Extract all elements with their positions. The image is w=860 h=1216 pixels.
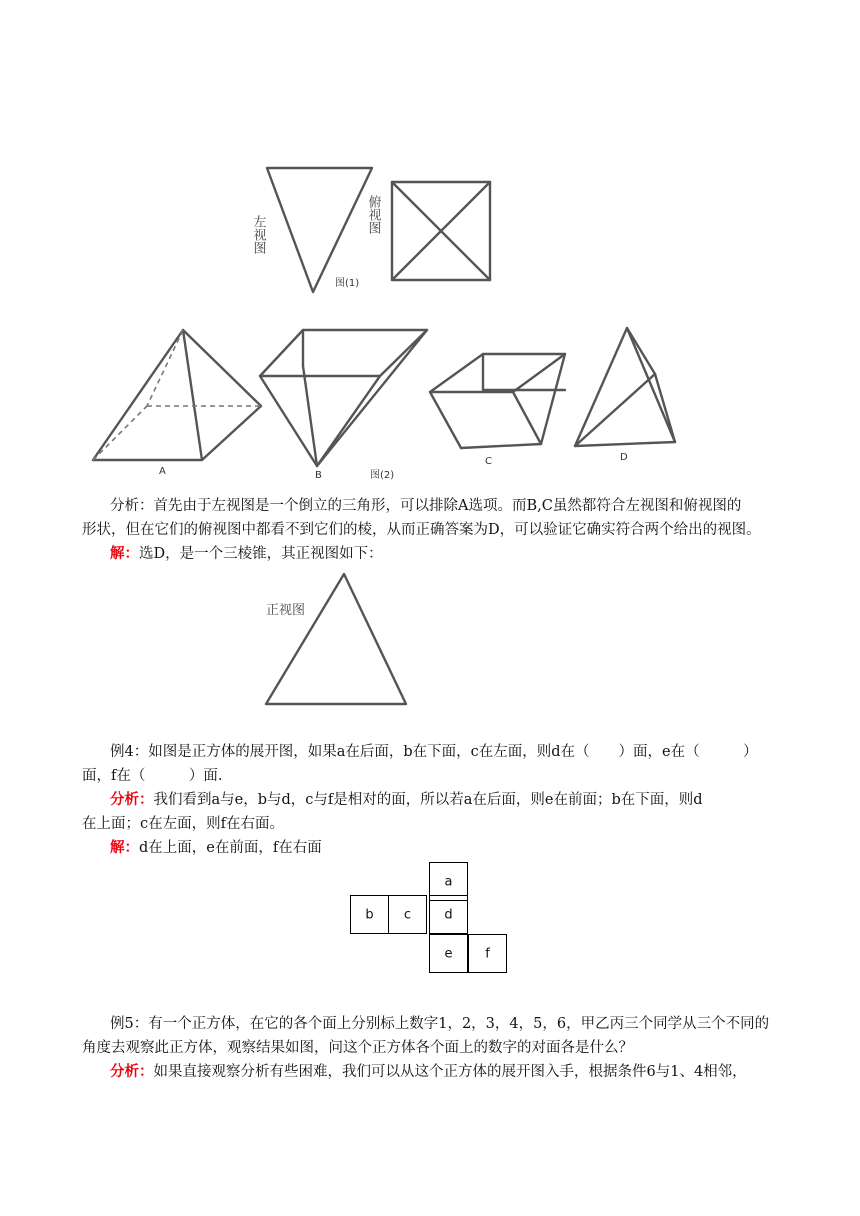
analysis-5 — [82, 1060, 782, 1084]
solid-b — [260, 330, 427, 481]
net-cell-a: a — [429, 862, 468, 901]
analysis-4-line-2: 在上面；c在左面，则f在右面。 — [82, 816, 284, 832]
figure-1 — [250, 160, 505, 300]
solution-3 — [82, 542, 782, 566]
analysis-3 — [82, 494, 782, 566]
analysis-3-line-2: 形状，但在它们的俯视图中都看不到它们的棱，从而正确答案为D，可以验证它确实符合两个给出的视图。 — [82, 522, 761, 538]
net-cell-d: d — [429, 895, 468, 934]
analysis-4-label: 分析： — [110, 791, 154, 808]
example-4-line-2: 面，f在（ ）面. — [82, 768, 223, 784]
example-5 — [82, 1012, 782, 1084]
analysis-5-label: 分析： — [110, 1063, 154, 1080]
solution-4 — [82, 836, 782, 860]
net-cell-b: b — [350, 895, 389, 934]
solid-d — [575, 328, 675, 463]
solid-d-label: D — [620, 452, 628, 463]
example-5-line-1: 例5：有一个正方体，在它的各个面上分别标上数字1，2，3，4，5，6，甲乙丙三个同学从三个不同的 — [110, 1016, 770, 1032]
net-cell-f: f — [468, 934, 507, 973]
solution-4-label: 解： — [110, 839, 139, 856]
analysis-4-text: 我们看到a与e，b与d，c与f是相对的面，所以若a在后面，则e在前面；b在下面，则d — [153, 792, 703, 808]
figure-2-caption: 图(2) — [370, 470, 395, 481]
front-view-triangle — [266, 574, 406, 704]
solid-a-label: A — [159, 466, 166, 477]
example-4-line-1: 例4：如图是正方体的展开图，如果a在后面，b在下面，c在左面，则d在（ ）面，e在（ ） — [110, 744, 758, 760]
figure-3 — [258, 566, 418, 712]
analysis-3-line-1: 分析：首先由于左视图是一个倒立的三角形，可以排除A选项。而B,C虽然都符合左视图和俯视图的 — [110, 498, 742, 514]
analysis-4-line-1 — [82, 788, 782, 812]
example-5-line-2: 角度去观察此正方体，观察结果如图，问这个正方体各个面上的数字的对面各是什么？ — [82, 1040, 633, 1056]
front-view-label: 正视图 — [266, 603, 306, 618]
figure-2 — [85, 318, 695, 486]
left-view-triangle — [267, 168, 372, 292]
example-4 — [82, 740, 782, 860]
top-view-label: 俯视图 — [365, 195, 381, 234]
solution-3-text: 选D，是一个三棱锥，其正视图如下： — [139, 546, 383, 562]
solid-b-label: B — [315, 470, 322, 481]
figure-1-caption: 图(1) — [335, 278, 360, 289]
solution-4-text: d在上面，e在前面，f在右面 — [139, 840, 322, 856]
solid-a — [93, 330, 261, 477]
net-cell-c: c — [388, 895, 427, 934]
solid-c — [430, 354, 565, 467]
net-cell-e: e — [429, 934, 468, 973]
solution-3-label: 解： — [110, 545, 139, 562]
solid-c-label: C — [485, 456, 492, 467]
analysis-5-text: 如果直接观察分析有些困难，我们可以从这个正方体的展开图入手，根据条件6与1、4相邻， — [153, 1064, 747, 1080]
left-view-label: 左视图 — [250, 215, 266, 254]
